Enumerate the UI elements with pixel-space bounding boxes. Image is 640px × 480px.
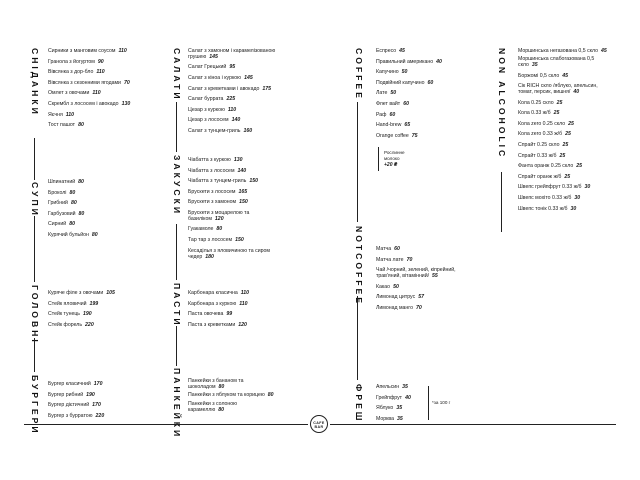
list-item: Бургер класичний 170 xyxy=(48,381,103,387)
list-item: Спрайт 0.25 скло 25 xyxy=(518,141,569,148)
list-item: Швепс мохіто 0.33 ж/б 30 xyxy=(518,194,581,201)
coffee-list xyxy=(376,46,442,141)
list-item: Грибний 80 xyxy=(48,200,77,207)
footer-line-left xyxy=(24,424,308,425)
breakfast-list xyxy=(48,46,130,131)
plant-milk-label: Рослинне молоко xyxy=(384,150,405,161)
list-item: Тар тар з лососем 150 xyxy=(188,236,244,243)
list-item: Матча лате 70 xyxy=(376,256,413,263)
list-item: Брускети з хамоном 150 xyxy=(188,199,248,206)
list-item: Омлет з овочами 110 xyxy=(48,90,101,97)
divider xyxy=(428,386,429,420)
list-item: Брускети з моцарелою та базиліком 120 xyxy=(188,209,250,223)
list-item: Сирники з манговим соусом 110 xyxy=(48,48,127,54)
list-item: Правильний американо 40 xyxy=(376,58,442,65)
section-fresh: ФРЕШ xyxy=(354,384,364,424)
list-item: Фанта оранж 0.25 скло 25 xyxy=(518,163,582,170)
divider xyxy=(34,216,35,282)
list-item: Грейпфрут 40 xyxy=(376,394,411,401)
list-item: Курячий бульйон 80 xyxy=(48,231,98,238)
plant-milk-note xyxy=(384,150,418,168)
list-item: Кола zero 0.25 скло 25 xyxy=(518,120,574,127)
section-breakfast: СНІДАНКИ xyxy=(30,48,40,117)
list-item: Панкейки з бананом та шоколадом 80 xyxy=(188,378,244,391)
list-item: Карбонара з куркою 110 xyxy=(188,300,248,307)
pancakes-list xyxy=(188,376,274,415)
list-item: Морква 35 xyxy=(376,415,403,422)
list-item: Спрайт 0.33 ж/б 25 xyxy=(518,152,566,159)
list-item: Панкейки з солоною карамеллю 80 xyxy=(188,400,238,413)
divider xyxy=(378,147,379,171)
list-item: Orange coffee 75 xyxy=(376,132,418,139)
list-item: Панкейки з яблуком та корицею 80 xyxy=(188,392,274,399)
list-item: Паста з креветками 120 xyxy=(188,321,247,328)
list-item: Бургер дієтичний 170 xyxy=(48,402,101,409)
list-item: Бургер рибний 190 xyxy=(48,391,95,398)
list-item: Салат з креветками і авокадо 175 xyxy=(188,85,272,92)
list-item: Моршинська негазована 0,5 скло 45 xyxy=(518,48,607,54)
section-non-alcoholic: NON ALCOHOLIC xyxy=(497,48,507,160)
section-salads: САЛАТИ xyxy=(172,48,182,102)
list-item: Кесаділья з яловичиною та сиром чедер 180 xyxy=(188,247,270,260)
list-item: Боржомі 0,5 скло 45 xyxy=(518,72,569,79)
list-item: Чіабатта з тунцем-гриль 150 xyxy=(188,178,259,185)
list-item: Брускети з лососем 165 xyxy=(188,188,248,195)
list-item: Карбонара класична 110 xyxy=(188,290,250,296)
list-item: Гуакамоле 80 xyxy=(188,226,223,233)
list-item: Моршинська слабогазована 0,5 скло 35 xyxy=(518,56,595,69)
list-item: Кола 0.25 скло 25 xyxy=(518,99,563,106)
salads-list xyxy=(188,46,283,137)
list-item: Апельсин 35 xyxy=(376,384,408,390)
divider xyxy=(357,296,358,380)
list-item: Швепс тонік 0.33 ж/б 30 xyxy=(518,205,577,212)
list-item: Броколі 80 xyxy=(48,189,76,196)
list-item: Тост пашот 80 xyxy=(48,122,84,129)
divider xyxy=(34,138,35,180)
list-item: Флет вайт 60 xyxy=(376,100,409,107)
list-item: Цезар з куркою 110 xyxy=(188,106,237,113)
list-item: Матча 60 xyxy=(376,246,400,252)
list-item: Раф 60 xyxy=(376,111,396,118)
list-item: Капучино 50 xyxy=(376,69,408,76)
list-item: Hand-brew 65 xyxy=(376,122,411,129)
list-item: Кола 0.33 ж/б 25 xyxy=(518,110,560,117)
list-item: Лате 50 xyxy=(376,90,397,97)
list-item: Стейк яловичий 199 xyxy=(48,300,99,307)
section-soups: СУПИ xyxy=(30,182,40,218)
list-item: Бургер з бурратою 220 xyxy=(48,412,105,419)
list-item: Скрембл з лососем і авокадо 130 xyxy=(48,100,131,107)
list-item: Салат з хамоном і карамелізованою грушею 145 xyxy=(188,48,276,61)
list-item: Стейк форель 220 xyxy=(48,321,94,328)
divider xyxy=(357,102,358,222)
list-item: Шпинатний 80 xyxy=(48,179,84,185)
list-item: Кола zero 0.33 ж/б 25 xyxy=(518,131,571,138)
list-item: Швепс грейпфрут 0.33 ж/б 30 xyxy=(518,184,591,191)
burgers-list xyxy=(48,379,104,421)
section-mains: ГОЛОВНІ xyxy=(30,285,40,345)
divider xyxy=(176,326,177,366)
list-item: Чай /чорний, зелений, кіпрейний, трав'яний, вітамінний/ 55 xyxy=(376,267,456,280)
divider xyxy=(501,172,502,232)
list-item: Цезар з лососем 140 xyxy=(188,117,241,124)
section-pancakes: ПАНКЕЙКИ xyxy=(172,368,182,440)
section-pastas: ПАСТИ xyxy=(172,283,182,328)
list-item: Салат з кіноа і куркою 145 xyxy=(188,75,253,81)
footer-line-right xyxy=(330,424,616,425)
list-item: Еспресо 45 xyxy=(376,48,405,54)
divider xyxy=(34,338,35,372)
plant-milk-price: +20 ₴ xyxy=(384,162,398,168)
snacks-list xyxy=(188,155,278,262)
divider xyxy=(176,224,177,280)
nonalc-list xyxy=(518,46,610,214)
list-item: Салат Грецький 95 xyxy=(188,64,236,71)
list-item: Чіабатта з куркою 130 xyxy=(188,157,243,163)
list-item: Спрайт оранж ж/б 25 xyxy=(518,173,571,180)
list-item: Вівсянка з дор-бло 110 xyxy=(48,69,105,76)
list-item: Сік RICH скло /яблуко, апельсин, томат, персик, вишня/ 40 xyxy=(518,83,598,96)
list-item: Чіабатта з лососем 140 xyxy=(188,167,247,174)
list-item: Яєчня 110 xyxy=(48,111,75,118)
list-item: Куряче філе з овочами 105 xyxy=(48,290,115,296)
list-item: Подвійний капучино 60 xyxy=(376,79,434,86)
notcoffee-list xyxy=(376,244,460,313)
section-coffee: COFFEE xyxy=(354,48,364,101)
list-item: Какао 50 xyxy=(376,283,399,290)
mains-list xyxy=(48,288,115,330)
cafe-bar-logo: CAFE BAR xyxy=(310,415,328,433)
list-item: Лимонад цитрус 57 xyxy=(376,294,424,301)
list-item: Стейк тунець 190 xyxy=(48,311,92,318)
list-item: Гарбузовий 80 xyxy=(48,210,85,217)
list-item: Вівсянка з сезонними ягодами 70 xyxy=(48,79,130,86)
section-notcoffee: NOTCOFFEE xyxy=(354,226,364,306)
list-item: Яблуко 35 xyxy=(376,405,403,412)
section-snacks: ЗАКУСКИ xyxy=(172,155,182,217)
soups-list xyxy=(48,177,98,241)
list-item: Лимонад манго 70 xyxy=(376,304,422,311)
list-item: Салат з тунцем-гриль 160 xyxy=(188,127,253,134)
list-item: Гранола з йогуртом 90 xyxy=(48,58,104,65)
list-item: Паста овочева 99 xyxy=(188,311,233,318)
list-item: Сирний 80 xyxy=(48,221,75,228)
fresh-list xyxy=(376,382,411,424)
fresh-note: *за 100 г xyxy=(432,400,451,405)
divider xyxy=(176,102,177,152)
pastas-list xyxy=(188,288,249,330)
section-burgers: БУРГЕРИ xyxy=(30,375,40,436)
list-item: Салат буррата 225 xyxy=(188,96,236,103)
